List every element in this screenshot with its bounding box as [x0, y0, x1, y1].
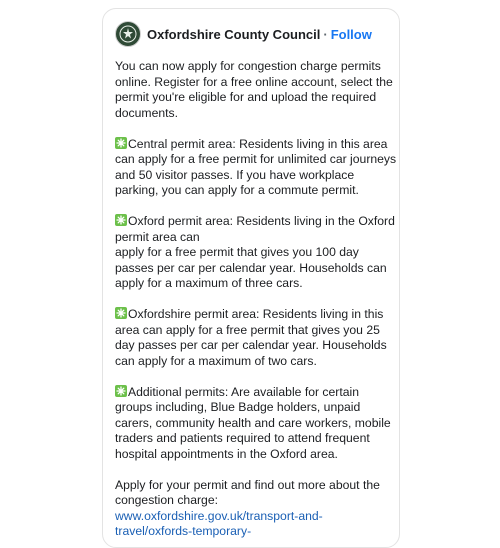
- oxfordshire-permit-text: Oxfordshire permit area: Residents living in this area can apply for a free permit that gives you 25 day passes per car per calendar year. Households can apply for a maximum of two cars.: [115, 307, 387, 368]
- list-item-oxford-permit: [115, 214, 397, 292]
- oxford-permit-text-line2: apply for a free permit that gives you 100 day passes per car per calendar year. Households can apply for a maximum of three cars.: [115, 245, 387, 290]
- intro-paragraph: You can now apply for congestion charge permits online. Register for a free online account, select the permit you're eligible for and upload the required documents.: [115, 59, 393, 120]
- header-text: [147, 27, 372, 42]
- post-card: [102, 8, 400, 548]
- closing-paragraph: [115, 478, 397, 540]
- list-item-central-permit: [115, 137, 397, 199]
- sparkle-check-icon: [115, 137, 127, 149]
- post-header: [115, 17, 395, 51]
- post-body: [115, 59, 397, 548]
- author-name[interactable]: Oxfordshire County Council: [147, 26, 321, 42]
- list-item-oxfordshire-permit: [115, 307, 397, 369]
- council-logo-avatar[interactable]: [115, 21, 141, 47]
- sparkle-check-icon: [115, 307, 127, 319]
- sparkle-check-icon: [115, 214, 127, 226]
- central-permit-text: Central permit area: Residents living in this area can apply for a free permit for unlimited car journeys and 50 visitor passes. If you have workplace parking, you can apply for a commute permit.: [115, 136, 397, 197]
- list-item-additional-permits: [115, 385, 397, 463]
- separator-dot: ·: [323, 26, 328, 42]
- permit-info-link[interactable]: www.oxfordshire.gov.uk/transport-and-travel/oxfords-temporary-: [115, 508, 323, 538]
- additional-permits-text: Additional permits: Are available for certain groups including, Blue Badge holders, unpaid carers, community health and care workers, mobile traders and patients required to attend frequent hospital appointments in the Oxford area.: [115, 384, 391, 461]
- closing-text: Apply for your permit and find out more about the congestion charge:: [115, 477, 380, 507]
- follow-button[interactable]: Follow: [330, 26, 372, 42]
- oxford-permit-text-line1: Oxford permit area: Residents living in the Oxford permit area can: [115, 214, 395, 244]
- sparkle-check-icon: [115, 385, 127, 397]
- crest-icon: [119, 25, 137, 43]
